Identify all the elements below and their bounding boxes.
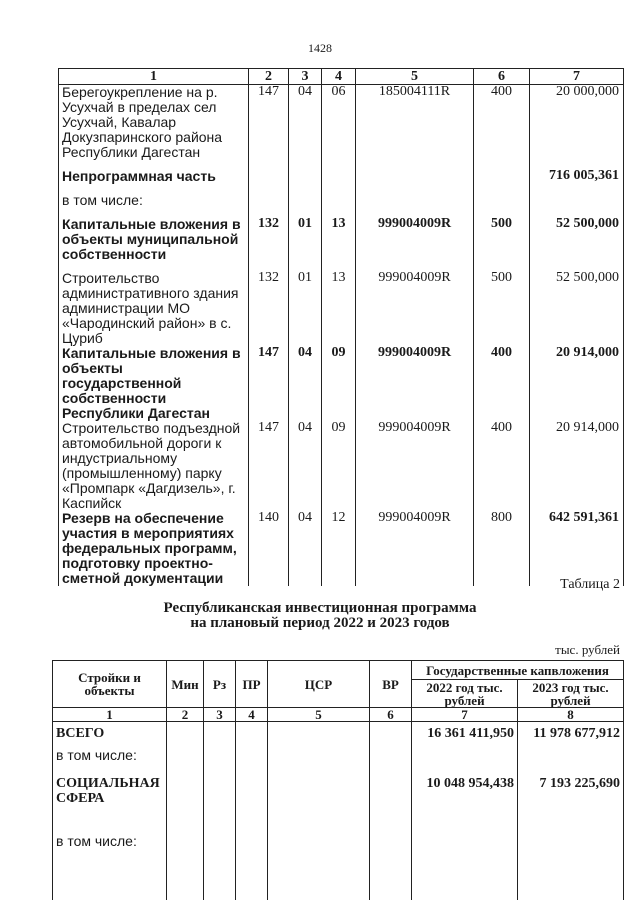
cell-min <box>249 193 289 217</box>
units-label: тыс. рублей <box>555 642 620 657</box>
header-min: Мин <box>167 661 204 708</box>
cell-2023 <box>518 834 624 901</box>
object-name: СОЦИАЛЬНАЯ СФЕРА <box>53 776 167 834</box>
cell-amount: 52 500,000 <box>530 271 624 346</box>
table-row <box>59 421 624 511</box>
cell-2022 <box>412 834 518 901</box>
column-number: 1 <box>59 69 249 85</box>
cell-2022 <box>412 748 518 776</box>
page-number: 1428 <box>308 41 332 55</box>
column-number: 7 <box>530 69 624 85</box>
column-number: 5 <box>356 69 474 85</box>
cell-amount: 716 005,361 <box>530 169 624 193</box>
cell-pr: 13 <box>322 271 356 346</box>
table-row <box>53 722 624 748</box>
cell-rz: 01 <box>289 271 322 346</box>
header-vr: ВР <box>370 661 412 708</box>
header-year-2022: 2022 год тыс. рублей <box>412 680 518 708</box>
table-title-line: на плановый период 2022 и 2023 годов <box>190 615 450 631</box>
cell-csr: 999004009R <box>356 346 474 421</box>
cell-vr <box>474 193 530 217</box>
cell-min: 147 <box>249 85 289 169</box>
cell-csr: 999004009R <box>356 271 474 346</box>
cell-csr: 999004009R <box>356 421 474 511</box>
cell-min: 132 <box>249 271 289 346</box>
header-pr: ПР <box>236 661 268 708</box>
cell-vr <box>474 169 530 193</box>
table-title-line: Республиканская инвестиционная программа <box>163 600 477 616</box>
cell-amount: 20 000,000 <box>530 85 624 169</box>
object-name: Резерв на обеспечение участия в мероприятиях федеральных программ, подготовку проектно-сметной документации <box>59 511 249 586</box>
object-name: ВСЕГО <box>53 722 167 748</box>
cell-amount: 642 591,361 <box>530 511 624 586</box>
cell-2023 <box>518 748 624 776</box>
column-number: 5 <box>268 708 370 722</box>
cell-vr: 400 <box>474 85 530 169</box>
cell-pr: 12 <box>322 511 356 586</box>
table-row <box>59 193 624 217</box>
table-row <box>53 748 624 776</box>
table-header-row <box>59 69 624 85</box>
table-title <box>0 601 640 631</box>
cell-pr: 06 <box>322 85 356 169</box>
column-number: 1 <box>53 708 167 722</box>
cell-2022: 16 361 411,950 <box>412 722 518 748</box>
object-name: в том числе: <box>59 193 249 217</box>
cell-amount <box>530 193 624 217</box>
table-row <box>59 346 624 421</box>
table-header-row <box>53 661 624 680</box>
object-name: Берегоукрепление на р. Усухчай в пределах сел Усухчай, Кавалар Докузпаринского района Республики Дагестан <box>59 85 249 169</box>
column-number: 3 <box>289 69 322 85</box>
table-row <box>59 271 624 346</box>
cell-min: 147 <box>249 346 289 421</box>
object-name: в том числе: <box>53 748 167 776</box>
cell-min: 140 <box>249 511 289 586</box>
cell-2023: 11 978 677,912 <box>518 722 624 748</box>
column-numbers-row <box>53 708 624 722</box>
cell-vr: 400 <box>474 346 530 421</box>
cell-2022: 10 048 954,438 <box>412 776 518 834</box>
cell-csr: 999004009R <box>356 511 474 586</box>
cell-pr <box>322 193 356 217</box>
table-row <box>53 834 624 901</box>
cell-rz: 01 <box>289 217 322 271</box>
table-row <box>59 85 624 169</box>
cell-amount: 52 500,000 <box>530 217 624 271</box>
table-row <box>59 169 624 193</box>
object-name: Капитальные вложения в объекты муниципальной собственности <box>59 217 249 271</box>
table-row <box>59 217 624 271</box>
column-number: 3 <box>204 708 236 722</box>
cell-rz <box>289 169 322 193</box>
header-capital-investments: Государственные капвложения <box>412 661 624 680</box>
table-label: Таблица 2 <box>560 577 620 592</box>
cell-vr: 500 <box>474 217 530 271</box>
cell-pr: 09 <box>322 421 356 511</box>
cell-rz: 04 <box>289 85 322 169</box>
cell-vr: 500 <box>474 271 530 346</box>
object-name: в том числе: <box>53 834 167 901</box>
cell-min <box>249 169 289 193</box>
object-name: Капитальные вложения в объекты государственной собственности Республики Дагестан <box>59 346 249 421</box>
header-rz: Рз <box>204 661 236 708</box>
cell-2023: 7 193 225,690 <box>518 776 624 834</box>
object-name: Строительство административного здания администрации МО «Чародинский район» в с. Цуриб <box>59 271 249 346</box>
cell-csr: 185004111R <box>356 85 474 169</box>
object-name: Строительство подъездной автомобильной дороги к индустриальному (промышленному) парку «Промпарк «Дагдизель», г. Каспийск <box>59 421 249 511</box>
table-row <box>59 511 624 586</box>
cell-rz: 04 <box>289 511 322 586</box>
column-number: 2 <box>167 708 204 722</box>
investment-program-table <box>52 660 623 900</box>
cell-min: 132 <box>249 217 289 271</box>
header-year-2023: 2023 год тыс. рублей <box>518 680 624 708</box>
column-number: 4 <box>322 69 356 85</box>
cell-vr: 400 <box>474 421 530 511</box>
cell-csr <box>356 169 474 193</box>
cell-vr: 800 <box>474 511 530 586</box>
column-number: 6 <box>474 69 530 85</box>
cell-rz <box>289 193 322 217</box>
table-row <box>53 776 624 834</box>
cell-rz: 04 <box>289 346 322 421</box>
object-name: Непрограммная часть <box>59 169 249 193</box>
cell-amount: 20 914,000 <box>530 421 624 511</box>
column-number: 4 <box>236 708 268 722</box>
cell-csr: 999004009R <box>356 217 474 271</box>
header-objects: Стройки и объекты <box>53 661 167 708</box>
cell-pr <box>322 169 356 193</box>
cell-rz: 04 <box>289 421 322 511</box>
cell-amount: 20 914,000 <box>530 346 624 421</box>
column-number: 7 <box>412 708 518 722</box>
column-number: 6 <box>370 708 412 722</box>
column-number: 8 <box>518 708 624 722</box>
header-csr: ЦСР <box>268 661 370 708</box>
cell-csr <box>356 193 474 217</box>
cell-pr: 09 <box>322 346 356 421</box>
cell-min: 147 <box>249 421 289 511</box>
column-number: 2 <box>249 69 289 85</box>
cell-pr: 13 <box>322 217 356 271</box>
